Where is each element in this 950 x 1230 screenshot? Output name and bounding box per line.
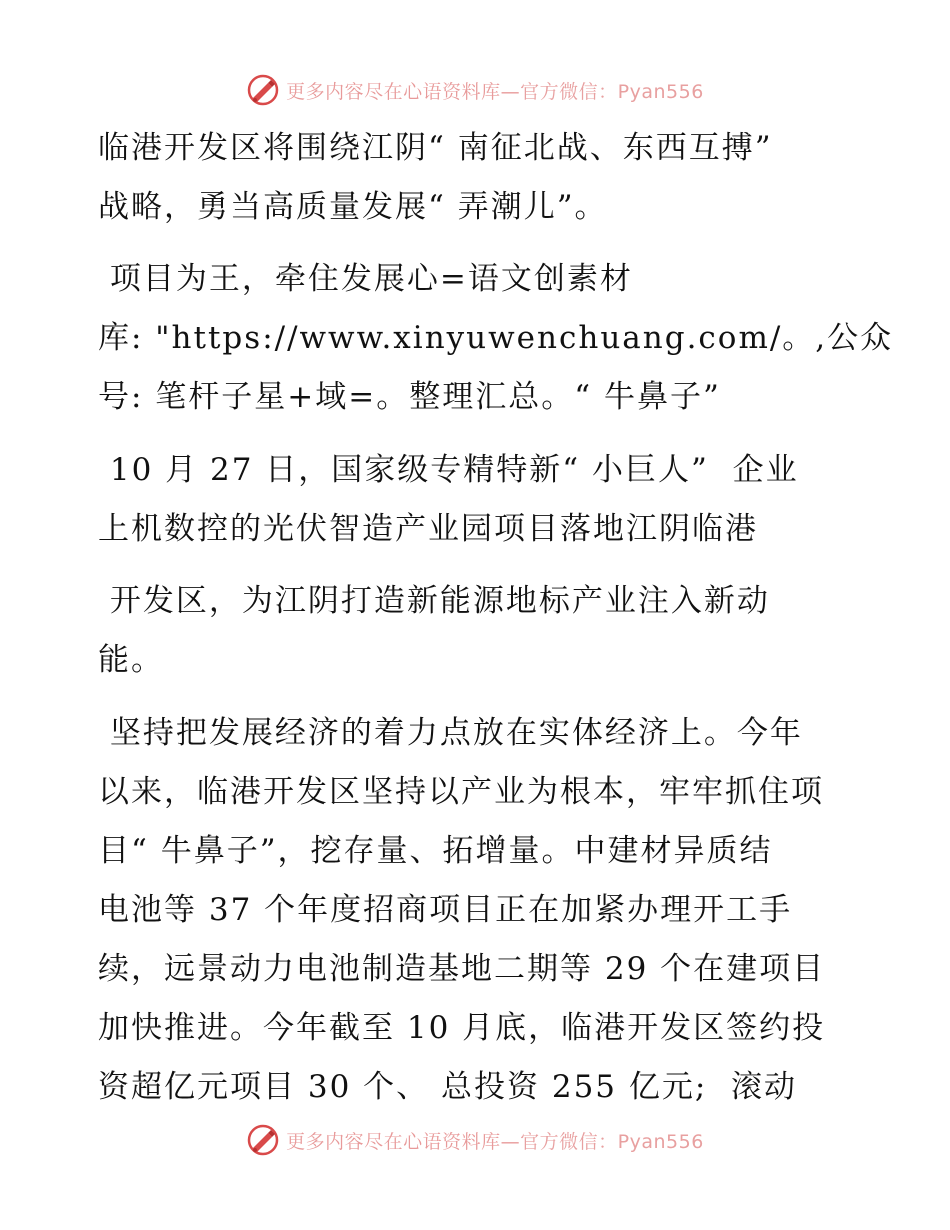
pen-logo-icon [246,1123,280,1157]
text-line: 目“ 牛鼻子”，挖存量、拓增量。中建材异质结 [98,833,773,869]
text-line: 资超亿元项目 30 个、 总投资 255 亿元; 滚动 [98,1069,798,1105]
text-line: 临港开发区将围绕江阴“ 南征北战、东西互搏” [98,130,773,166]
text-line: 10 月 27 日，国家级专精特新“ 小巨人” 企业 [98,452,799,488]
text-line: 号: 笔杆子星+域=。整理汇总。“ 牛鼻子” [98,379,721,415]
text-line: 续，远景动力电池制造基地二期等 29 个在建项目 [98,951,826,987]
footer-watermark [0,1120,950,1160]
text-line: 开发区，为江阴打造新能源地标产业注入新动 [98,583,770,619]
watermark-site: 更多内容尽在心语资料库 [286,1130,501,1153]
text-line: 能。 [98,642,164,678]
watermark-contact: 官方微信：Pyan556 [520,80,704,103]
text-line: 以来，临港开发区坚持以产业为根本，牢牢抓住项 [98,774,824,810]
text-line: 坚持把发展经济的着力点放在实体经济上。今年 [98,715,803,751]
watermark-separator: — [500,1130,521,1153]
watermark-text [286,77,704,104]
watermark-contact: 官方微信：Pyan556 [520,1130,704,1153]
watermark-site: 更多内容尽在心语资料库 [286,80,501,103]
text-line: 加快推进。今年截至 10 月底，临港开发区签约投 [98,1010,826,1046]
header-watermark [0,70,950,110]
pen-logo-icon [246,73,280,107]
text-line: 电池等 37 个年度招商项目正在加紧办理开工手 [98,892,793,928]
text-line: 战略，勇当高质量发展“ 弄潮儿”。 [98,189,608,225]
watermark-separator: — [500,80,521,103]
text-line: 库: "https://www.xinyuwenchuang.com/。,公众 [98,320,894,356]
watermark-text [286,1127,704,1154]
text-line: 上机数控的光伏智造产业园项目落地江阴临港 [98,511,758,547]
text-line: 项目为王，牵住发展心=语文创素材 [98,261,633,297]
